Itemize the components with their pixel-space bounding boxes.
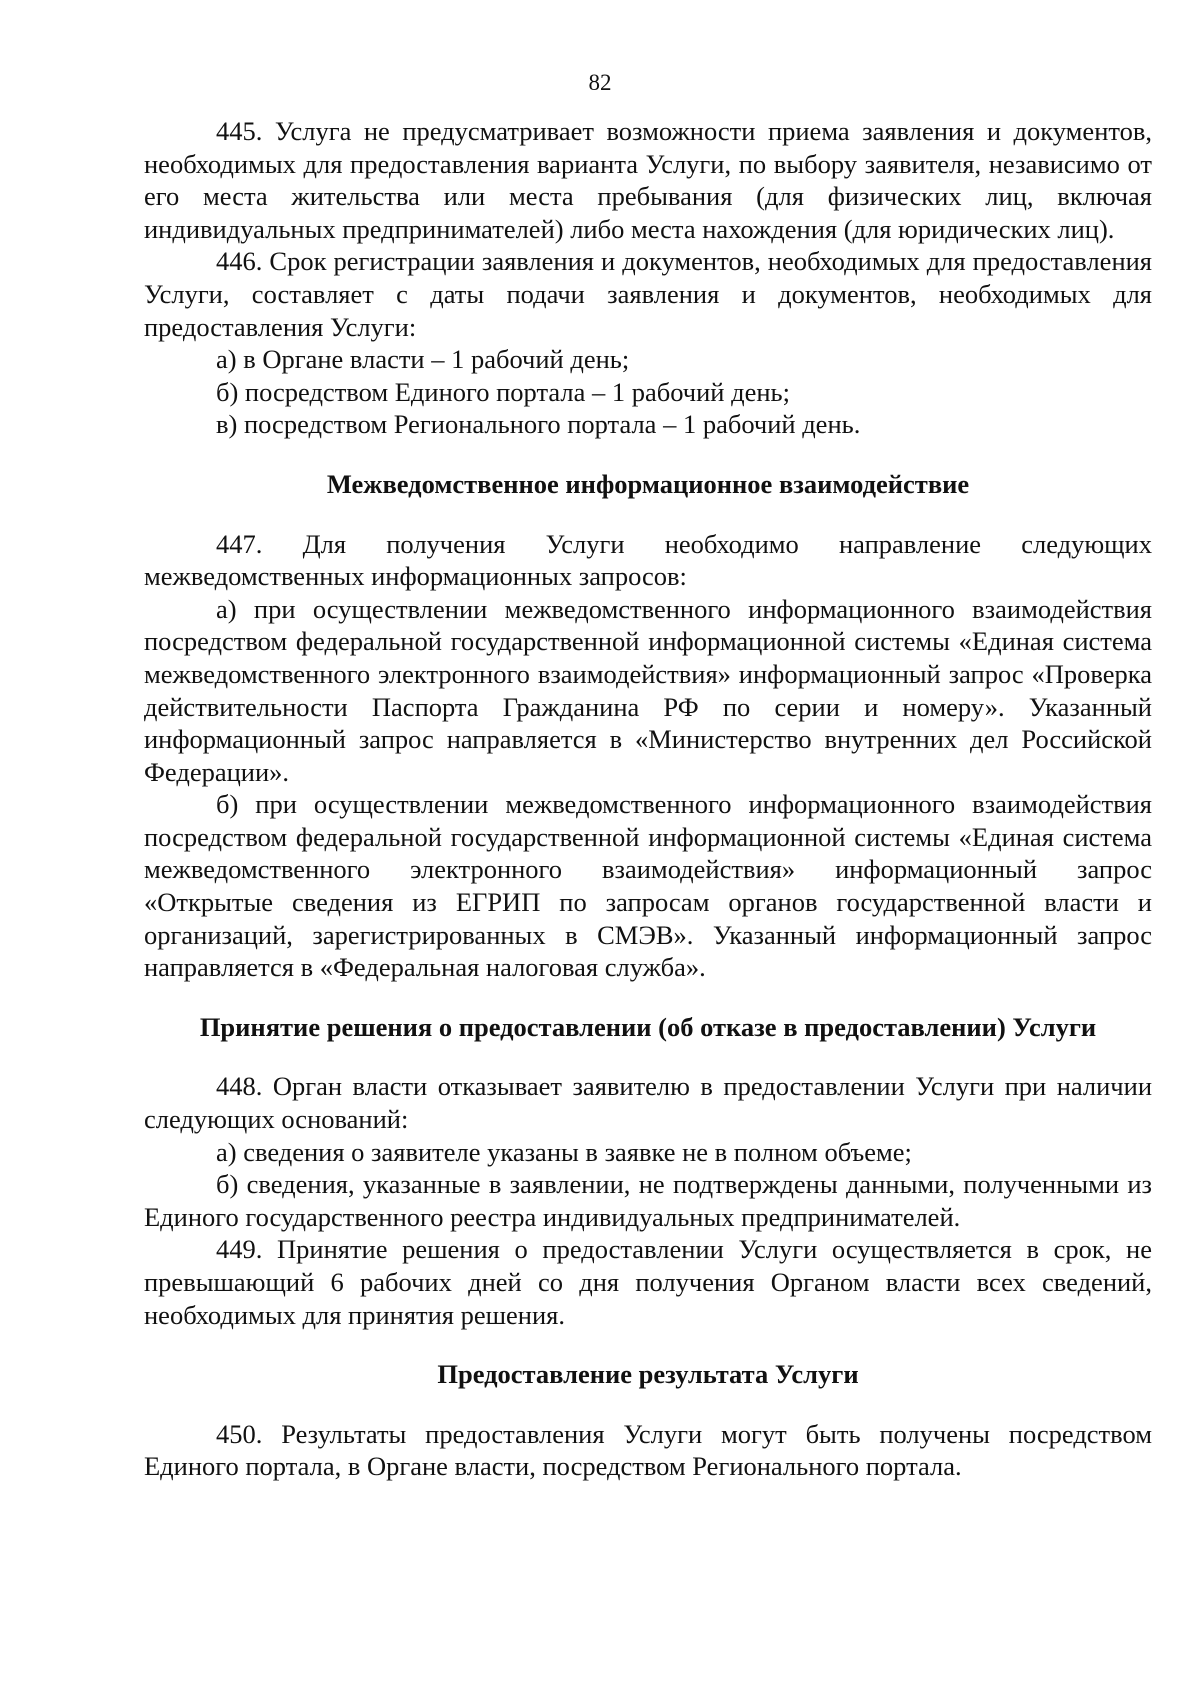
page-number: 82 bbox=[588, 70, 612, 95]
list-item-447-b: б) при осуществлении межведомственного информационного взаимодействия посредством федеральной государственной информационной системы «Единая система межведомственного электронного взаимодействия» информационный запрос «Открытые сведения из ЕГРИП по запросам органов государственной власти и организаций, зарегистрированных в СМЭВ». Указанный информационный запрос направляется в «Федеральная налоговая служба». bbox=[144, 789, 1152, 983]
paragraph-449: 449. Принятие решения о предоставлении Услуги осуществляется в срок, не превышающий 6 рабочих дней со дня получения Органом власти всех сведений, необходимых для принятия решения. bbox=[144, 1234, 1152, 1330]
paragraph-448: 448. Орган власти отказывает заявителю в предоставлении Услуги при наличии следующих оснований: bbox=[144, 1071, 1152, 1135]
list-item-448-a: а) сведения о заявителе указаны в заявке не в полном объеме; bbox=[216, 1136, 912, 1167]
paragraph-450: 450. Результаты предоставления Услуги могут быть получены посредством Единого портала, в Органе власти, посредством Регионального портала. bbox=[144, 1418, 1152, 1482]
document-body bbox=[144, 115, 1152, 1483]
paragraph-445: 445. Услуга не предусматривает возможности приема заявления и документов, необходимых для предоставления варианта Услуги, по выбору заявителя, независимо от его места жительства или места пребывания (для физических лиц, включая индивидуальных предпринимателей) либо места нахождения (для юридических лиц). bbox=[144, 116, 1152, 244]
section-heading-decision: Принятие решения о предоставлении (об отказе в предоставлении) Услуги bbox=[199, 1011, 1097, 1042]
paragraph-446: 446. Срок регистрации заявления и документов, необходимых для предоставления Услуги, составляет с даты подачи заявления и документов, необходимых для предоставления Услуги: bbox=[144, 246, 1152, 342]
paragraph-447: 447. Для получения Услуги необходимо направление следующих межведомственных информационных запросов: bbox=[144, 528, 1152, 592]
list-item-446-b: б) посредством Единого портала – 1 рабочий день; bbox=[216, 376, 790, 407]
section-heading-result: Предоставление результата Услуги bbox=[437, 1359, 859, 1390]
list-item-448-b: б) сведения, указанные в заявлении, не подтверждены данными, полученными из Единого государственного реестра индивидуальных предпринимателей. bbox=[144, 1169, 1152, 1232]
list-item-446-a: а) в Органе власти – 1 рабочий день; bbox=[216, 344, 630, 375]
section-heading-interagency: Межведомственное информационное взаимодействие bbox=[326, 468, 970, 499]
list-item-446-v: в) посредством Регионального портала – 1 рабочий день. bbox=[216, 409, 861, 440]
list-item-447-a: а) при осуществлении межведомственного информационного взаимодействия посредством федеральной государственной информационной системы «Единая система межведомственного электронного взаимодействия» информационный запрос «Проверка действительности Паспорта Гражданина РФ по серии и номеру». Указанный информационный запрос направляется в «Министерство внутренних дел Российской Федерации». bbox=[144, 593, 1152, 787]
